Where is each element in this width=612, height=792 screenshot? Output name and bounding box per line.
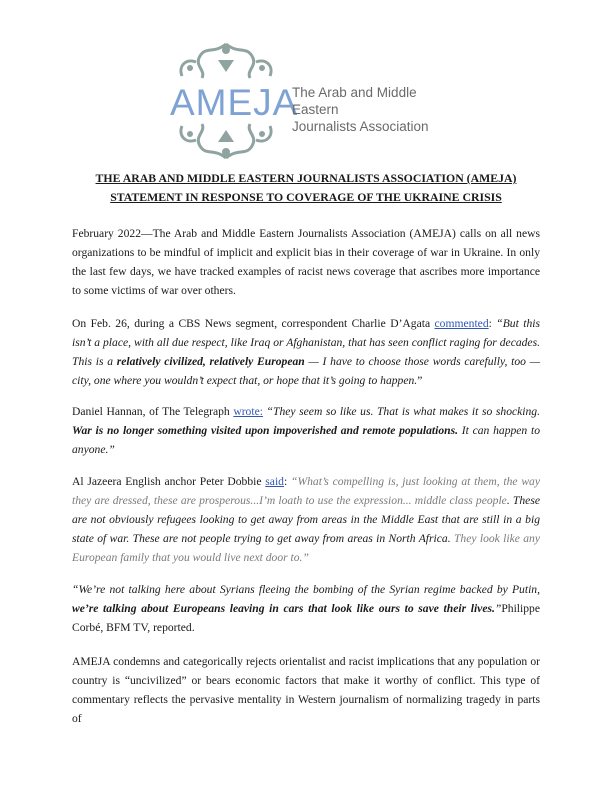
- p4-lead: Al Jazeera English anchor Peter Dobbie: [72, 475, 266, 488]
- p2-end: ”: [417, 374, 423, 387]
- p2-colon: :: [488, 317, 497, 330]
- p2-lead: On Feb. 26, during a CBS News segment, correspondent Charlie D’Agata: [72, 317, 435, 330]
- p3-lead: Daniel Hannan, of The Telegraph: [72, 405, 234, 418]
- title-line2: STATEMENT IN RESPONSE TO COVERAGE OF THE UKRAINE CRISIS: [110, 189, 502, 204]
- p2-quote-bold: relatively civilized, relatively European: [116, 355, 305, 368]
- p5-tail: Philippe Corbé, BFM TV, reported.: [72, 602, 540, 634]
- p3-quote-bold: War is no longer something visited upon impoverished and remote populations.: [72, 424, 459, 437]
- logo-org-name: [292, 84, 462, 135]
- paragraph-cbs: [72, 314, 540, 390]
- statement-title: [72, 169, 540, 206]
- said-link[interactable]: said: [265, 475, 284, 488]
- wrote-link[interactable]: wrote:: [233, 405, 263, 418]
- p5-quote-end: ”: [494, 602, 502, 615]
- title-line1: THE ARAB AND MIDDLE EASTERN JOURNALISTS ASSOCIATION (AMEJA): [95, 171, 517, 185]
- p4-mid-quote: . These are not obviously refugees looking to get away from areas in the Middle East that are still in a big state of war. These are not people trying to get away from areas in North Africa.: [72, 494, 540, 545]
- paragraph-intro: February 2022—The Arab and Middle Eastern Journalists Association (AMEJA) calls on all news organizations to be mindful of implicit and explicit bias in their coverage of war in Ukraine. In only the last few days, we have tracked examples of racist news coverage that ascribes more importance to some victims of war over others.: [72, 227, 540, 297]
- p4-colon: :: [283, 475, 291, 488]
- p4-grey-quote2: They look like any European family that you would live next door to.”: [72, 532, 540, 564]
- p5-quote-part1: “We’re not talking here about Syrians fleeing the bombing of the Syrian regime backed by Putin,: [72, 583, 540, 596]
- paragraph-bfm: [72, 580, 540, 637]
- logo-wordmark: AMEJA: [170, 82, 299, 123]
- p4-grey-quote1: “What’s compelling is, just looking at them, the way they are dressed, these are prosperous...I’m loath to use the expression... middle class people: [72, 475, 541, 507]
- paragraph-condemnation: AMEJA condemns and categorically rejects orientalist and racist implications that any population or country is “uncivilized” or bears economic factors that make it worthy of conflict. This type of commentary reflects the pervasive mentality in Western journalism of normalizing tragedy in parts of: [72, 655, 540, 725]
- commented-link[interactable]: commented: [434, 317, 489, 330]
- logo-org-line1: The Arab and Middle Eastern: [292, 85, 417, 117]
- logo-org-line2: Journalists Association: [292, 119, 429, 134]
- ameja-logo: [166, 36, 456, 166]
- p3-quote-part2: It can happen to anyone.”: [72, 424, 540, 456]
- p2-quote-part1: “But this isn’t a place, with all due respect, like Iraq or Afghanistan, that has seen conflict raging for decades. This is a: [72, 317, 540, 368]
- p3-quote-part1: “They seem so like us. That is what makes it so shocking.: [262, 405, 540, 418]
- p5-quote-bold: we’re talking about Europeans leaving in cars that look like ours to save their lives.: [72, 602, 495, 615]
- paragraph-aljazeera: [72, 472, 540, 567]
- paragraph-telegraph: [72, 402, 540, 459]
- p2-quote-part2: — I have to choose those words carefully, too — city, one where you wouldn’t expect that, or hope that it’s going to happen.: [72, 355, 540, 387]
